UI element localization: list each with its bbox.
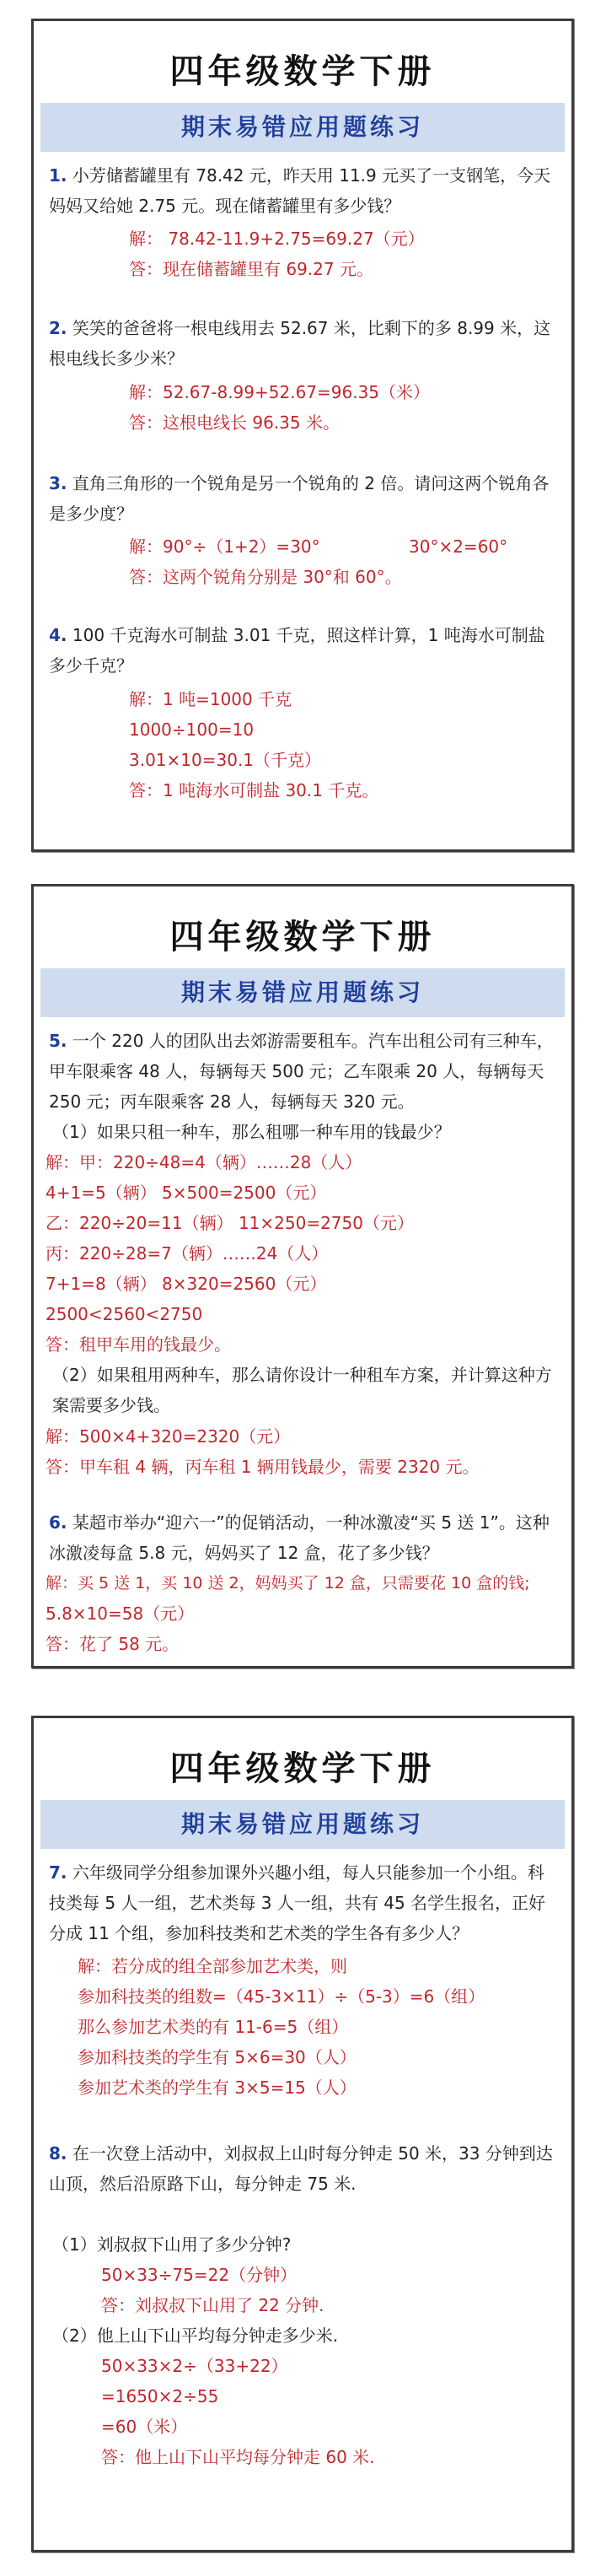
problem-5-subquestion-2: （2）如果租用两种车，那么请你设计一种租车方案，并计算这种方案需要多少钱。	[52, 1365, 552, 1415]
problem-4-answer: 答：1 吨海水可制盐 30.1 千克。	[129, 780, 379, 800]
problem-2-text: 2. 笑笑的爸爸将一根电线用去 52.67 米，比剩下的多 8.99 米，这根电线长多少米？	[49, 318, 551, 369]
card-title: 四年级数学下册	[169, 51, 436, 91]
card-subtitle: 期末易错应用题练习	[40, 103, 565, 152]
card-subtitle: 期末易错应用题练习	[40, 1800, 565, 1849]
problem-4-line-2: 1000÷100=10	[129, 719, 255, 740]
problem-3-solution: 解：90°÷（1+2）=30°	[129, 536, 320, 557]
problem-6-line-1: 解：买 5 送 1，买 10 送 2，妈妈买了 12 盒，只需要花 10 盒的钱;	[46, 1574, 530, 1592]
problem-7-line-2: 参加科技类的组数=（45-3×11）÷（5-3）=6（组）	[78, 1986, 485, 2007]
problem-8-line-2: 50×33×2÷（33+22）	[101, 2356, 288, 2376]
problem-5-line-3: 乙：220÷20=11（辆） 11×250=2750（元）	[46, 1213, 414, 1233]
problem-8-subquestion-2: （2）他上山下山平均每分钟走多少米.	[52, 2325, 339, 2346]
problem-1-answer: 答：现在储蓄罐里有 69.27 元。	[129, 259, 373, 279]
problem-5-line-6: 2500<2560<2750	[46, 1304, 203, 1324]
problem-5-subquestion-1: （1）如果只租一种车，那么租哪一种车用的钱最少？	[52, 1122, 451, 1142]
problem-3-answer: 答：这两个锐角分别是 30°和 60°。	[129, 567, 402, 587]
worksheet-card-3	[31, 1716, 574, 2552]
card-title: 四年级数学下册	[169, 1749, 436, 1788]
problem-8-text: 8. 在一次登上活动中，刘叔叔上山时每分钟走 50 米，33 分钟到达山顶，然后沿原路下山，每分钟走 75 米.	[49, 2143, 553, 2194]
problem-8-answer-2: 答：他上山下山平均每分钟走 60 米.	[101, 2447, 375, 2467]
problem-7-line-1: 解：若分成的组全部参加艺术类，则	[78, 1956, 347, 1976]
problem-8-line-1: 50×33÷75=22（分钟）	[101, 2265, 298, 2285]
problem-4-text: 4. 100 千克海水可制盐 3.01 千克，照这样计算，1 吨海水可制盐多少千克？	[49, 625, 545, 676]
problem-4-line-1: 解：1 吨=1000 千克	[129, 689, 292, 709]
problem-6-line-2: 5.8×10=58（元）	[46, 1603, 195, 1624]
problem-8-subquestion-1: （1）刘叔叔下山用了多少分钟?	[52, 2234, 292, 2255]
problem-5-line-5: 7+1=8（辆） 8×320=2560（元）	[46, 1274, 327, 1294]
card-subtitle: 期末易错应用题练习	[40, 968, 565, 1017]
worksheet-card-2	[31, 884, 574, 1668]
card-title: 四年级数学下册	[169, 917, 436, 957]
problem-7-line-3: 那么参加艺术类的有 11-6=5（组）	[78, 2017, 349, 2037]
problem-8-line-4: =60（米）	[101, 2417, 188, 2437]
problem-8-line-3: =1650×2÷55	[101, 2386, 219, 2406]
problem-2-answer: 答：这根电线长 96.35 米。	[129, 412, 340, 433]
problem-6-text: 6. 某超市举办“迎六一”的促销活动，一种冰激凌“买 5 送 1”。这种冰激凌每盒 5.8 元，妈妈买了 12 盒，花了多少钱？	[49, 1512, 550, 1563]
worksheet-card-1	[31, 19, 574, 852]
problem-5-line-2: 4+1=5（辆） 5×500=2500（元）	[46, 1183, 327, 1203]
problem-1-solution: 解： 78.42-11.9+2.75=69.27（元）	[129, 229, 425, 249]
problem-5-line-1: 解：甲：220÷48=4（辆）……28（人）	[46, 1152, 362, 1172]
problem-5-line-7: 解：500×4+320=2320（元）	[46, 1426, 291, 1447]
problem-2-solution: 解：52.67-8.99+52.67=96.35（米）	[129, 382, 431, 402]
problem-5-line-4: 丙：220÷28=7（辆）……24（人）	[46, 1243, 329, 1264]
problem-3-solution-b: 30°×2=60°	[409, 536, 508, 557]
problem-6-answer: 答：花了 58 元。	[46, 1634, 180, 1654]
problem-1-text: 1. 小芳储蓄罐里有 78.42 元，昨天用 11.9 元买了一支钢笔，今天妈妈又给她 2.75 元。现在储蓄罐里有多少钱？	[49, 165, 551, 216]
problem-5-text: 5. 一个 220 人的团队出去郊游需要租车。汽车出租公司有三种车，甲车限乘客 48 人，每辆每天 500 元；乙车限乘 20 人，每辆每天 250 元；丙车限乘客 28 人，每辆每天 320 元。	[49, 1031, 554, 1112]
problem-5-answer-1: 答：租甲车用的钱最少。	[46, 1334, 231, 1355]
problem-3-text: 3. 直角三角形的一个锐角是另一个锐角的 2 倍。请问这两个锐角各是多少度？	[49, 473, 550, 524]
problem-4-line-3: 3.01×10=30.1（千克）	[129, 750, 322, 770]
problem-8-answer-1: 答：刘叔叔下山用了 22 分钟.	[101, 2295, 324, 2315]
problem-7-line-5: 参加艺术类的学生有 3×5=15（人）	[78, 2078, 357, 2098]
problem-7-text: 7. 六年级同学分组参加课外兴趣小组，每人只能参加一个小组。科技类每 5 人一组，艺术类每 3 人一组，共有 45 名学生报名，正好分成 11 个组，参加科技类和艺术类的学生各有多少人？	[49, 1862, 546, 1943]
problem-5-answer-2: 答：甲车租 4 辆，丙车租 1 辆用钱最少，需要 2320 元。	[46, 1457, 480, 1477]
problem-7-line-4: 参加科技类的学生有 5×6=30（人）	[78, 2047, 357, 2067]
